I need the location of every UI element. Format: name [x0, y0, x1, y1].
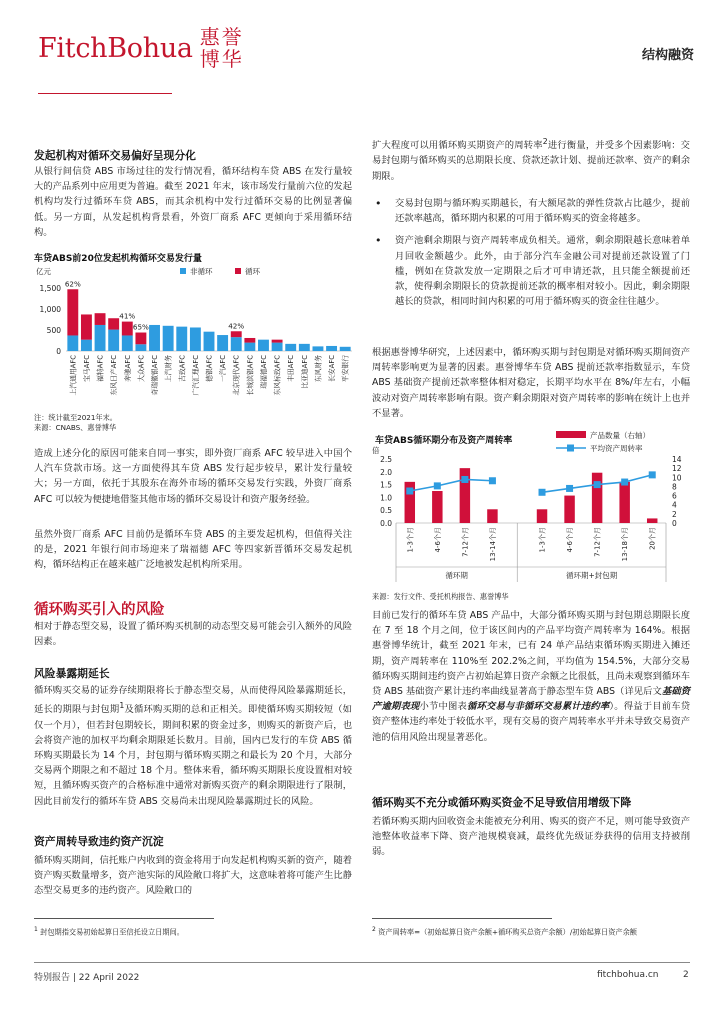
legend-marker-turnover: [567, 445, 574, 452]
chart1-bars: [67, 289, 350, 351]
footnote-number: 1: [34, 926, 38, 933]
seal-char: 华: [221, 47, 242, 71]
footnote-ref[interactable]: 2: [542, 137, 548, 146]
x-tick-label: 4-6个月: [433, 527, 442, 553]
bar-cycle: [122, 322, 133, 336]
x-tick-label: 4-6个月: [566, 527, 575, 553]
heading-sponsor: 发起机构对循环交易偏好呈现分化: [34, 149, 196, 162]
x-tick-label: 7-12个月: [461, 527, 470, 557]
legend-swatch-noncycle: [180, 268, 186, 274]
x-tick-label: 北京现代AFC: [232, 355, 241, 396]
text-run: ）。得益于目前车贷资产整体违约率处于较低水平，现有交易的资产周转率水平并未导致交易资产池的信用风险出现显著恶化。: [372, 701, 690, 743]
group-label: 循环期+封包期: [565, 571, 618, 580]
bar-noncycle: [122, 335, 133, 351]
paragraph: 相对于静态型交易，设置了循环购买机制的动态型交易可能会引入额外的风险因素。: [34, 621, 352, 648]
x-tick-label: 13-14个月: [488, 527, 497, 562]
x-tick-label: 7-12个月: [593, 527, 602, 557]
x-tick-label: 1-3个月: [538, 527, 547, 553]
y-tick-label: 1,000: [39, 305, 61, 314]
turnover-marker: [649, 471, 656, 478]
paragraph: [372, 608, 690, 745]
legend-cycle: 循环: [245, 267, 260, 276]
paragraph: 若循环购买期内回收资金未能被充分利用、购买的资产不足，则可能导致资产池整体收益率下降、资产池规模衰减，最终优先级证券获得的信用支持被削弱。: [372, 816, 690, 858]
bullet-list: [372, 196, 690, 316]
chart1-ylabel: 亿元: [36, 267, 51, 276]
seal-char: 博: [199, 47, 220, 71]
x-tick-label: 宝马AFC: [82, 355, 91, 382]
bar-noncycle: [313, 346, 324, 351]
legend-noncycle: 非循环: [190, 267, 213, 276]
x-tick-label: 东风标致AFC: [273, 355, 282, 396]
y-tick-label: 0: [56, 347, 61, 356]
bar-noncycle: [299, 344, 310, 351]
text-run: 扩大程度可以用循环购买期资产的周转率: [372, 140, 543, 152]
chart2-source: 来源：发行文件、受托机构报告、惠誉博华: [372, 592, 509, 601]
legend-swatch-count: [556, 431, 586, 438]
heading-exposure: 风险暴露期延长: [34, 667, 110, 680]
x-tick-label: 比亚迪AFC: [300, 355, 309, 389]
brand-seal: [199, 26, 243, 70]
paragraph: 造成上述分化的原因可能来自同一事实，即外资厂商系 AFC 较早进入中国个人汽车贷款市场。这一方面使得其车贷 ABS 发行起步较早，累计发行量较大；另一方面，依托于其股东在海外市场的循环交易发行实践，外资厂商系 AFC 可以较为便捷地借鉴其他市场的循环交易设计和资产服务经验。: [34, 448, 352, 505]
text-run: 小节中图表: [419, 701, 467, 713]
footnote-ref[interactable]: 1: [119, 701, 125, 711]
bar-noncycle: [231, 337, 242, 351]
cross-ref[interactable]: 基础资产逾期表现: [372, 686, 691, 713]
bar-noncycle: [272, 343, 283, 351]
bar-noncycle: [108, 330, 119, 351]
heading-insufficient: 循环购买不充分或循环购买资金不足导致信用增级下降: [372, 796, 632, 809]
bar-cycle: [272, 340, 283, 343]
chart1-note: 注：统计截至2021年末。: [34, 413, 117, 422]
bar-cycle: [244, 338, 255, 343]
y-right-tick-label: 10: [672, 473, 682, 483]
bar-noncycle: [285, 344, 296, 351]
bar-cycle: [67, 289, 78, 335]
header-rule: [38, 93, 172, 94]
turnover-marker: [489, 477, 496, 484]
data-label: 62%: [64, 279, 81, 289]
turnover-marker: [621, 479, 628, 486]
bar-noncycle: [67, 335, 78, 351]
turnover-marker: [461, 476, 468, 483]
footnote-rule: [34, 918, 214, 919]
footnote-text: 资产周转率=（初始起算日资产余额+循环购买总资产余额）/初始起算日资产余额: [378, 927, 637, 937]
text-run: 进行衡量，并受多个因素影响：交易封包期与循环购买的总期限长度、贷款还款计划、提前还款率、资产的剩余期限。: [372, 140, 690, 182]
bar-cycle: [135, 333, 146, 345]
paragraph: 虽然外资厂商系 AFC 目前仍是循环车贷 ABS 的主要发起机构，但值得关注的是，2021 年银行间市场迎来了瑞福德 AFC 等四家新晋循环交易发起机构，循环结构正在越来越广泛地被发起机构所采用。: [34, 529, 352, 571]
chart2-title: 车贷ABS循环期分布及资产周转率: [375, 436, 513, 446]
bar-count: [487, 509, 497, 523]
bar-noncycle: [149, 325, 160, 351]
bar-count: [592, 473, 602, 523]
x-tick-label: 瑞福德AFC: [259, 355, 268, 389]
turnover-marker: [434, 482, 441, 489]
text-run: 循环购买交易的证券存续期限将长于静态型交易，从而使得风险暴露期延长，延长的期限与封包期: [34, 685, 352, 716]
x-tick-label: 长城滨银AFC: [246, 355, 255, 396]
x-tick-label: 平安银行: [341, 355, 350, 383]
seal-char: 誉: [221, 25, 242, 49]
y-right-tick-label: 2: [672, 509, 677, 519]
text-run: 目前已发行的循环车贷 ABS 产品中，大部分循环购买期与封包期总期限长度在 7 至 18 个月之间，位于该区间内的产品平均资产周转率为 164%。根据惠誉博华统计，截至 2021 年末，已有 24 单产品结束循环购买期进入摊还期，资产周转率在 110%至 202.2%之间，平均值为 154.5%，大部分交易循环购买期间违约资产占初始起算日资产余额之比很低，且尚未观察到循环车贷 ABS 基础资产累计违约率曲线显著高于静态型车贷 ABS（详见后文: [372, 610, 690, 698]
list-item: • 交易封包期与循环购买期越长，有大额尾款的弹性贷款占比越少，提前还款率越高，循环期内积累的可用于循环购买的资金将越多。: [372, 196, 690, 226]
legend-count: 产品数量（右轴）: [590, 431, 650, 440]
bar-noncycle: [258, 340, 269, 351]
chart2-x-labels: [405, 527, 656, 561]
x-tick-label: 20个月: [648, 527, 657, 550]
chart2-line: [406, 471, 655, 495]
x-tick-label: 奔驰AFC: [123, 355, 132, 382]
bar-cycle: [231, 331, 242, 337]
footnote-2: [372, 925, 637, 938]
chart1-title: 车贷ABS前20位发起机构循环交易发行量: [34, 254, 202, 264]
paragraph: 从银行间信贷 ABS 市场过往的发行情况看，循环结构车贷 ABS 在发行量较大的产品系列中应用更为普遍。截至 2021 年末，该市场发行量前六位的发起机构均发行过循环车贷 ABS，而其余机构中发行过循环交易的比例显著偏低。另一方面，从发起机构背景看，外资厂商系 AFC 更倾向于采用循环结构。: [34, 166, 352, 238]
y-left-tick-label: 1.5: [380, 480, 392, 490]
x-tick-label: 上汽财务: [164, 355, 173, 383]
bar-count: [619, 482, 629, 523]
x-tick-label: 13-18个月: [621, 527, 630, 562]
bar-cycle: [108, 318, 119, 329]
legend-turnover: 平均资产周转率: [590, 444, 643, 453]
x-tick-label: 奇瑞徽银AFC: [151, 355, 160, 396]
x-tick-label: 1-3个月: [406, 527, 415, 553]
chart1-source: 来源：CNABS、惠誉博华: [34, 423, 117, 432]
data-label: 41%: [119, 311, 136, 321]
x-tick-label: 东风财务: [314, 355, 323, 383]
bar-noncycle: [163, 326, 174, 351]
paragraph: [34, 683, 352, 809]
turnover-marker: [539, 489, 546, 496]
heading-turnover: 资产周转导致违约资产沉淀: [34, 835, 164, 848]
data-label: 65%: [132, 322, 149, 332]
bar-count: [432, 491, 442, 523]
bar-noncycle: [176, 327, 187, 351]
turnover-marker: [594, 481, 601, 488]
turnover-marker: [406, 488, 413, 495]
bar-count: [564, 496, 574, 523]
y-right-tick-label: 12: [672, 464, 682, 474]
x-tick-label: 大众AFC: [137, 355, 146, 382]
heading-risk: 循环购买引入的风险: [34, 602, 165, 618]
y-right-tick-label: 8: [672, 482, 677, 492]
chart2-axes: [380, 455, 682, 528]
brand-logo: [38, 26, 243, 70]
bar-count: [537, 509, 547, 523]
chart2: [368, 428, 692, 594]
bar-noncycle: [190, 327, 201, 351]
paragraph: 根据惠誉博华研究，上述因素中，循环购买期与封包期是对循环购买期间资产周转率影响更为显著的因素。惠誉博华车贷 ABS 提前还款率指数显示，车贷 ABS 基础资产提前还款率整体相对稳定，长期平均水平在 8%/年左右，小幅波动对资产周转率影响有限。资产剩余期限对资产周转率的影响在统计上也并不显著。: [372, 347, 690, 419]
chart1-x-labels: [68, 355, 349, 396]
x-tick-label: 一汽AFC: [219, 355, 228, 382]
y-right-tick-label: 6: [672, 491, 677, 501]
bar-noncycle: [204, 332, 215, 351]
x-tick-label: 长安AFC: [328, 355, 337, 382]
bar-noncycle: [81, 340, 92, 351]
bar-noncycle: [95, 325, 106, 351]
y-right-tick-label: 14: [672, 455, 682, 464]
footer-left: 特别报告 | 22 April 2022: [34, 973, 140, 983]
x-tick-label: 上汽通用AFC: [69, 355, 78, 396]
footnote-1: [34, 925, 184, 938]
bar-cycle: [81, 314, 92, 339]
footer-rule: [34, 962, 690, 963]
chart2-ylabel: 倍: [372, 446, 380, 455]
brand-name: FitchBohua: [38, 32, 193, 64]
y-right-tick-label: 4: [672, 500, 677, 510]
x-tick-label: 福特AFC: [96, 355, 105, 382]
y-left-tick-label: 2.0: [380, 467, 392, 477]
bar-cycle: [95, 313, 106, 325]
bar-noncycle: [340, 347, 351, 351]
footer-url[interactable]: fitchbohua.cn: [597, 970, 659, 980]
turnover-line: [410, 479, 493, 491]
x-tick-label: 德银AFC: [205, 355, 214, 382]
paragraph: [372, 134, 690, 184]
y-left-tick-label: 1.0: [380, 493, 392, 503]
footnote-text: 封包期指交易初始起算日至信托设立日期间。: [40, 927, 184, 937]
y-left-tick-label: 0.5: [380, 506, 392, 516]
list-item: • 资产池剩余期限与资产周转率成负相关。通常，剩余期限越长意味着单月回收金额越少。此外，由于部分汽车金融公司对提前还款设置了门槛，例如在贷款发放一定期限之后才可申请还款，且只能全额提前还款，使得剩余期限长的贷款提前还款的概率相对较小。因此，剩余期限越长的贷款，相同时间内积累的可用于循环购买的资金往往越少。: [372, 233, 690, 309]
group-label: 循环期: [445, 571, 468, 580]
cross-ref[interactable]: 循环交易与非循环交易累计违约率: [466, 701, 610, 713]
page-number: 2: [683, 970, 689, 980]
footnote-number: 2: [372, 926, 376, 933]
section-label: 结构融资: [641, 48, 694, 63]
text-run: 及循环购买期的总和正相关。即使循环购买期较短（如仅一个月），但若封包期较长，期间积累的资金过多，则购买的新资产后，也会将资产池的加权平均剩余期限延长数月。目前，国内已发行的车贷 ABS 循环购买期最长为 14 个月，封包期与循环购买期之和最长为 20 个月，大部分交易两个期限之和不超过 18 个月。整体来看，循环购买期限长度设置相对较短，且循环购买资产的合格标准中通常对新购买资产的剩余期限进行了限制，因此目前发行的循环车贷 ABS 交易尚未出现风险暴露期过长的风险。: [34, 704, 352, 807]
bar-noncycle: [135, 344, 146, 351]
x-tick-label: 东风日产AFC: [110, 355, 119, 396]
footnote-rule: [372, 918, 552, 919]
x-tick-label: 广汽汇理AFC: [191, 355, 200, 396]
y-left-tick-label: 2.5: [380, 455, 392, 464]
bar-noncycle: [217, 335, 228, 351]
chart1: [30, 263, 356, 413]
bar-noncycle: [244, 343, 255, 351]
x-tick-label: 吉致AFC: [178, 355, 187, 382]
y-tick-label: 1,500: [39, 284, 61, 293]
seal-char: 惠: [199, 25, 220, 49]
x-tick-label: 丰田AFC: [287, 355, 296, 382]
legend-swatch-cycle: [235, 268, 241, 274]
y-tick-label: 500: [46, 326, 61, 335]
bar-noncycle: [326, 346, 337, 351]
bar-count: [647, 518, 657, 523]
paragraph: 循环购买期间，信托账户内收到的资金将用于向发起机构购买新的资产，随着资产购买数量增多，资产池实际的风险敞口将扩大，这意味着将可能产生比静态型交易更多的违约资产。风险敞口的: [34, 855, 352, 897]
data-label: 42%: [228, 321, 245, 331]
y-right-tick-label: 0: [672, 519, 677, 528]
y-left-tick-label: 0.0: [380, 519, 392, 528]
turnover-marker: [566, 485, 573, 492]
chart2-bars: [405, 468, 658, 523]
